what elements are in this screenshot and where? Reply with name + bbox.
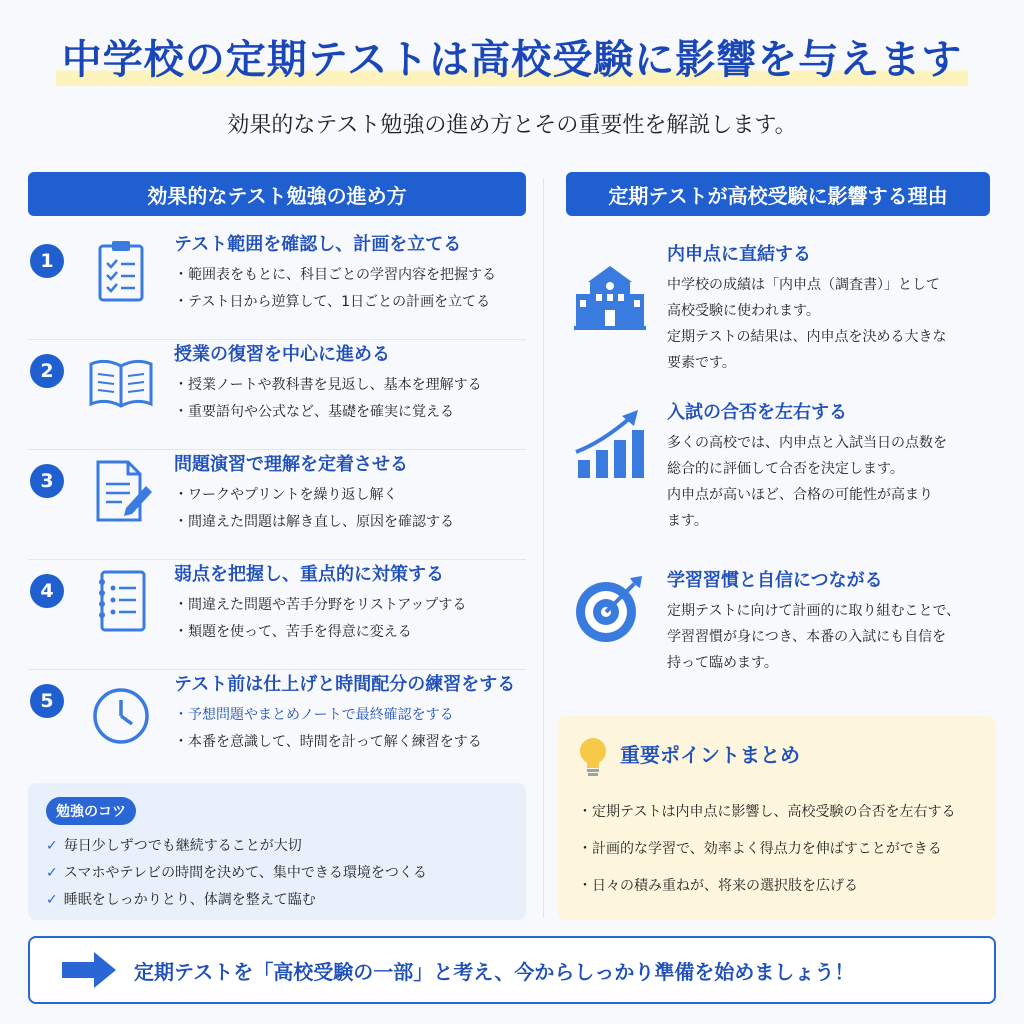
step-number: 5 <box>30 684 64 718</box>
step-bullets <box>174 372 482 426</box>
tip-item <box>46 887 427 914</box>
right-column-heading: 定期テストが高校受験に影響する理由 <box>566 172 990 216</box>
reason-line: 学習習慣が身につき、本番の入試にも自信を <box>667 629 947 645</box>
step-bullet: ・類題を使って、苦手を得意に変える <box>174 624 412 640</box>
reason-line: ます。 <box>667 513 708 529</box>
summary-title: 重要ポイントまとめ <box>620 743 800 767</box>
reason-line: 定期テストの結果は、内申点を決める大きな <box>667 329 947 345</box>
step-number: 4 <box>30 574 64 608</box>
step-bullet: ・本番を意識して、時間を計って解く練習をする <box>174 734 482 750</box>
study-tips-title: 勉強のコツ <box>46 797 136 825</box>
reason-line: 要素です。 <box>667 355 736 371</box>
study-tips-list <box>46 833 427 914</box>
step-4 <box>28 562 526 670</box>
open-book-icon <box>86 346 156 416</box>
reason-line: 内申点が高いほど、合格の可能性が高まり <box>667 487 933 503</box>
column-divider <box>543 178 544 918</box>
step-title: テスト範囲を確認し、計画を立てる <box>174 234 462 255</box>
school-building-icon <box>572 260 648 336</box>
tip-text: 毎日少しずつでも継続することが大切 <box>63 838 302 854</box>
reason-line: 多くの高校では、内申点と入試当日の点数を <box>667 435 947 451</box>
reason-title: 内申点に直結する <box>667 244 811 265</box>
step-bullets <box>174 482 454 536</box>
step-title: 弱点を把握し、重点的に対策する <box>174 564 444 585</box>
tip-text: スマホやテレビの時間を決めて、集中できる環境をつくる <box>63 865 427 881</box>
step-bullet: ・範囲表をもとに、科目ごとの学習内容を把握する <box>174 267 496 283</box>
page-title-wrap <box>0 34 1024 86</box>
step-bullet: ・授業ノートや教科書を見返し、基本を理解する <box>174 377 482 393</box>
step-number: 1 <box>30 244 64 278</box>
step-1 <box>28 232 526 340</box>
document-pencil-icon <box>86 456 156 526</box>
step-bullet: ・重要語句や公式など、基礎を確実に覚える <box>174 404 454 420</box>
tip-text: 睡眠をしっかりとり、体調を整えて臨む <box>63 892 316 908</box>
rising-bar-chart-icon <box>572 408 648 484</box>
step-bullets <box>174 592 466 646</box>
footer-callout <box>28 936 996 1004</box>
key-points-summary <box>558 716 996 920</box>
tip-item <box>46 833 427 860</box>
step-5 <box>28 672 526 780</box>
step-number: 3 <box>30 464 64 498</box>
clock-icon <box>86 676 156 746</box>
study-tips-box <box>28 783 526 920</box>
step-title: 授業の復習を中心に進める <box>174 344 390 365</box>
reason-body <box>667 430 987 534</box>
step-bullets <box>174 262 496 316</box>
target-arrow-icon <box>572 570 648 646</box>
page-title: 中学校の定期テストは高校受験に影響を与えます <box>56 34 968 86</box>
footer-text: 定期テストを「高校受験の一部」と考え、今からしっかり準備を始めましょう！ <box>134 959 855 984</box>
step-bullets <box>174 702 482 756</box>
page-subtitle: 効果的なテスト勉強の進め方とその重要性を解説します。 <box>227 113 797 138</box>
step-bullet: ・間違えた問題や苦手分野をリストアップする <box>174 597 467 613</box>
check-icon: ✓ <box>46 865 58 881</box>
check-icon: ✓ <box>46 892 58 908</box>
reason-body <box>667 598 987 676</box>
summary-item: ・日々の積み重ねが、将来の選択肢を広げる <box>578 878 858 894</box>
step-title: テスト前は仕上げと時間配分の練習をする <box>174 674 516 695</box>
lightbulb-icon <box>578 736 608 780</box>
step-title: 問題演習で理解を定着させる <box>174 454 408 475</box>
clipboard-checklist-icon <box>86 236 156 306</box>
summary-item: ・計画的な学習で、効率よく得点力を伸ばすことができる <box>578 841 942 857</box>
step-2 <box>28 342 526 450</box>
reason-line: 総合的に評価して合否を決定します。 <box>667 461 904 477</box>
notebook-list-icon <box>86 566 156 636</box>
reason-line: 持って臨めます。 <box>667 655 778 671</box>
reason-line: 高校受験に使われます。 <box>667 303 820 319</box>
reason-line: 中学校の成績は「内申点（調査書）」として <box>667 277 940 293</box>
tip-item <box>46 860 427 887</box>
summary-item: ・定期テストは内申点に影響し、高校受験の合否を左右する <box>578 804 956 820</box>
reason-line: 定期テストに向けて計画的に取り組むことで、 <box>667 603 961 619</box>
reason-title: 入試の合否を左右する <box>667 402 847 423</box>
check-icon: ✓ <box>46 838 58 854</box>
reason-body <box>667 272 987 376</box>
step-number: 2 <box>30 354 64 388</box>
step-bullet: ・予想問題やまとめノートで最終確認をする <box>174 707 454 723</box>
step-bullet: ・テスト日から逆算して、1日ごとの計画を立てる <box>174 294 491 310</box>
left-column-heading: 効果的なテスト勉強の進め方 <box>28 172 526 216</box>
summary-list <box>578 794 955 905</box>
step-bullet: ・間違えた問題は解き直し、原因を確認する <box>174 514 454 530</box>
reason-title: 学習習慣と自信につながる <box>667 570 883 591</box>
step-bullet: ・ワークやプリントを繰り返し解く <box>174 487 398 503</box>
step-3 <box>28 452 526 560</box>
right-arrow-icon <box>62 952 116 988</box>
